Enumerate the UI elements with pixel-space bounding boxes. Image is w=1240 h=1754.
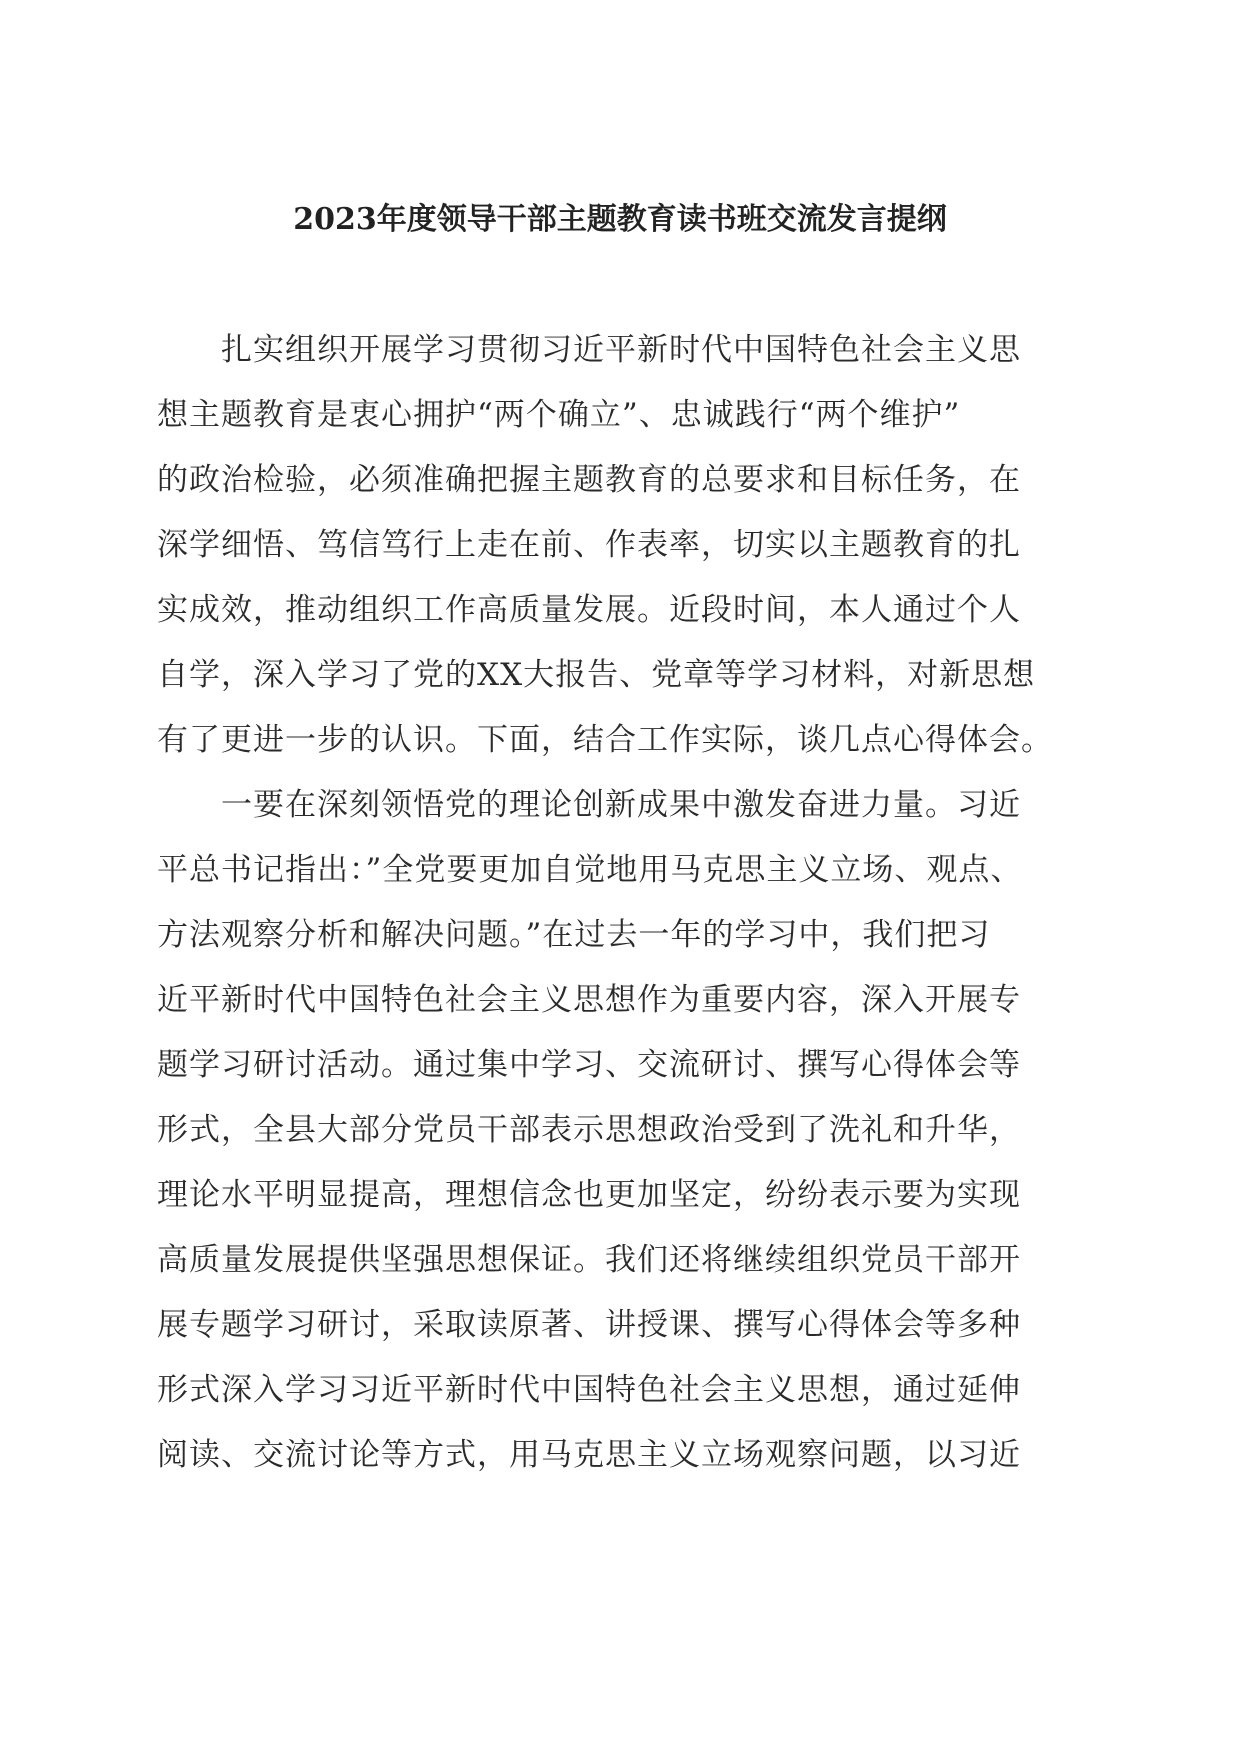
paragraph-line: 题学习研讨活动。通过集中学习、交流研讨、撰写心得体会等 bbox=[157, 1047, 1021, 1083]
paragraph-line: 形式深入学习习近平新时代中国特色社会主义思想，通过延伸 bbox=[157, 1372, 1021, 1408]
paragraph-line: 的政治检验，必须准确把握主题教育的总要求和目标任务，在 bbox=[157, 462, 1021, 498]
paragraph-line: 想主题教育是衷心拥护“两个确立”、忠诚践行“两个维护” bbox=[157, 397, 961, 433]
paragraph-line: 高质量发展提供坚强思想保证。我们还将继续组织党员干部开 bbox=[157, 1242, 1021, 1278]
paragraph-line: 展专题学习研讨，采取读原著、讲授课、撰写心得体会等多种 bbox=[157, 1307, 1021, 1343]
paragraph-line: 实成效，推动组织工作高质量发展。近段时间，本人通过个人 bbox=[157, 592, 1021, 628]
document-title: 2023年度领导干部主题教育读书班交流发言提纲 bbox=[293, 202, 947, 237]
paragraph-line: 深学细悟、笃信笃行上走在前、作表率，切实以主题教育的扎 bbox=[157, 527, 1021, 563]
paragraph-line: 方法观察分析和解决问题。”在过去一年的学习中，我们把习 bbox=[157, 917, 991, 953]
document-body bbox=[157, 318, 1087, 1488]
paragraph-line: 一要在深刻领悟党的理论创新成果中激发奋进力量。习近 bbox=[221, 787, 1021, 823]
paragraph-line: 形式，全县大部分党员干部表示思想政治受到了洗礼和升华， bbox=[157, 1112, 1021, 1148]
paragraph-line: 自学，深入学习了党的XX大报告、党章等学习材料，对新思想 bbox=[157, 657, 1036, 693]
paragraph-line: 扎实组织开展学习贯彻习近平新时代中国特色社会主义思 bbox=[221, 332, 1021, 368]
paragraph-line: 平总书记指出：”全党要更加自觉地用马克思主义立场、观点、 bbox=[157, 852, 1023, 888]
paragraph-line: 有了更进一步的认识。下面，结合工作实际，谈几点心得体会。 bbox=[157, 722, 1053, 758]
paragraph-line: 近平新时代中国特色社会主义思想作为重要内容，深入开展专 bbox=[157, 982, 1021, 1018]
paragraph-line: 理论水平明显提高，理想信念也更加坚定，纷纷表示要为实现 bbox=[157, 1177, 1021, 1213]
paragraph-line: 阅读、交流讨论等方式，用马克思主义立场观察问题，以习近 bbox=[157, 1437, 1021, 1473]
